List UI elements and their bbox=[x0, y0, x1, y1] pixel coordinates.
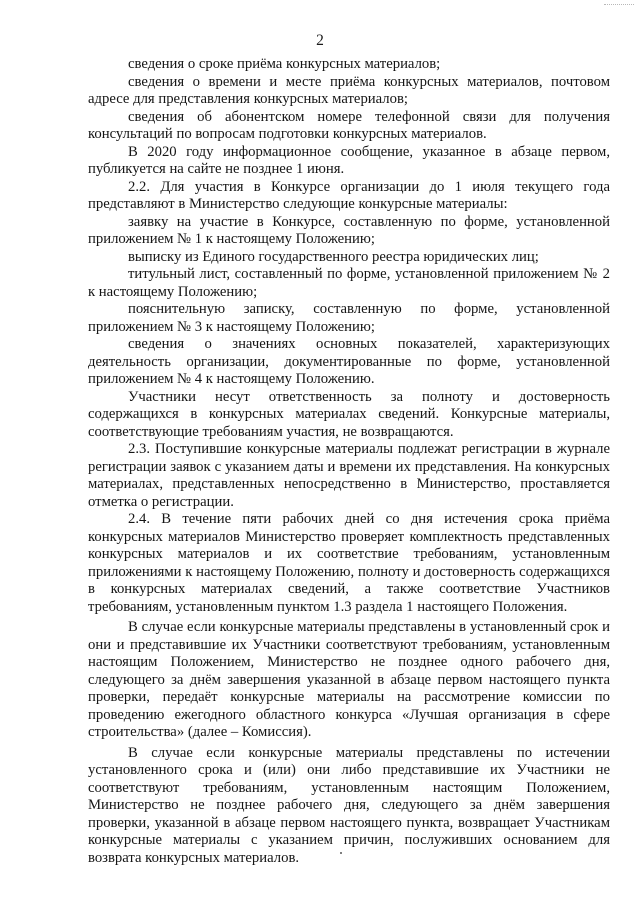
scan-speck bbox=[340, 852, 342, 854]
paragraph: сведения о сроке приёма конкурсных материалов; bbox=[128, 56, 441, 72]
paragraph: В 2020 году информационное сообщение, указанное в абзаце первом, публикуется на сайте не позднее 1 июня. bbox=[88, 143, 610, 177]
paragraph: сведения о значениях основных показателей, характеризующих деятельность организации, документированные по форме, установленной приложением № 4 к настоящему Положению. bbox=[88, 336, 610, 387]
scan-corner-mark bbox=[604, 4, 634, 6]
paragraph: заявку на участие в Конкурсе, составленную по форме, установленной приложением № 1 к настоящему Положению; bbox=[88, 213, 610, 247]
page-number: 2 bbox=[316, 32, 324, 49]
paragraph: 2.4. В течение пяти рабочих дней со дня истечения срока приёма конкурсных материалов Министерство проверяет комплектность представленных конкурсных материалов и их соответствие требованиям, установленным приложениями к настоящему Положению, полноту и достоверность содержащихся в конкурсных материалах сведений, а также соответствие Участников требованиям, установленным пунктом 1.3 раздела 1 настоящего Положения. bbox=[88, 511, 610, 615]
paragraph: выписку из Единого государственного реестра юридических лиц; bbox=[128, 248, 539, 265]
paragraph: сведения о времени и месте приёма конкурсных материалов, почтовом адресе для представления конкурсных материалов; bbox=[88, 73, 610, 107]
paragraph: 2.3. Поступившие конкурсные материалы подлежат регистрации в журнале регистрации заявок с указанием даты и времени их представления. На конкурсных материалах, представленных непосредственно в Министерство, проставляется отметка о регистрации. bbox=[88, 441, 610, 510]
paragraph: пояснительную записку, составленную по форме, установленной приложением № 3 к настоящему Положению; bbox=[88, 301, 610, 335]
paragraph: В случае если конкурсные материалы представлены в установленный срок и они и представившие их Участники соответствуют требованиям, установленным настоящим Положением, Министерство не позднее одного рабочего дня, следующего за днём завершения указанной в абзаце первом настоящего пункта проверки, передаёт конкурсные материалы на рассмотрение комиссии по проведению ежегодного областного конкурса «Лучшая организация в сфере строительства» (далее – Комиссия). bbox=[88, 619, 610, 740]
paragraph: сведения об абонентском номере телефонной связи для получения консультаций по вопросам подготовки конкурсных материалов. bbox=[88, 108, 610, 142]
paragraph: 2.2. Для участия в Конкурсе организации до 1 июля текущего года представляют в Министерство следующие конкурсные материалы: bbox=[88, 178, 610, 212]
paragraph: Участники несут ответственность за полноту и достоверность содержащихся в конкурсных материалах сведений. Конкурсные материалы, соответствующие требованиям участия, не возвращаются. bbox=[88, 388, 610, 440]
paragraph: В случае если конкурсные материалы представлены по истечении установленного срока и (или) они либо представившие их Участники не соответствуют требованиям, установленным настоящим Положением, Министерство не позднее рабочего дня, следующего за днём завершения проверки, указанной в абзаце первом настоящего пункта, возвращает Участникам конкурсные материалы с указанием причин, послуживших основанием для возврата конкурсных материалов. bbox=[88, 744, 610, 866]
paragraph: титульный лист, составленный по форме, установленной приложением № 2 к настоящему Положению; bbox=[88, 266, 610, 300]
document-body bbox=[88, 56, 610, 867]
